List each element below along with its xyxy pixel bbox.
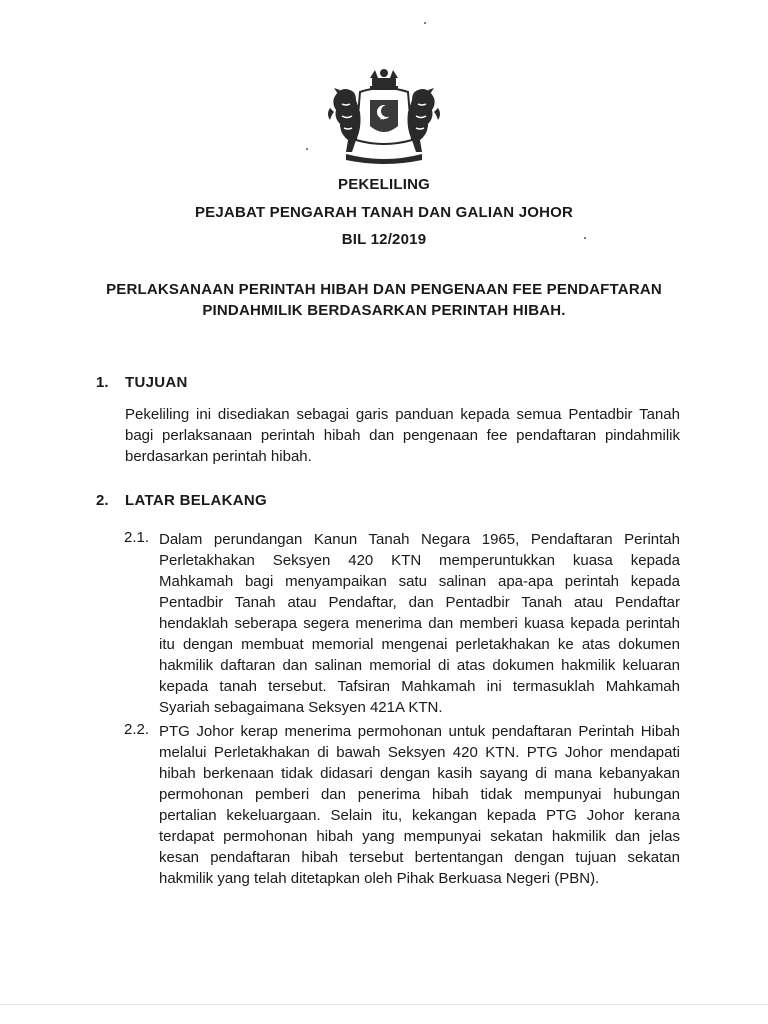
paragraph-line: pertalian kekeluargaan. Selain itu, kekangan kepada PTG Johor kerana (159, 807, 680, 824)
paragraph-line: melalui Perletakhakan di bawah Seksyen 420 KTN. PTG Johor mendapati (159, 744, 680, 761)
subsection-2-2-number: 2.2. (124, 721, 150, 738)
paragraph-line: hakmilik yang telah ditetapkan oleh Pihak Berkuasa Negeri (PBN). (159, 870, 600, 887)
paragraph-line: terdapat permohonan hibah yang mempunyai sekatan hakmilik dan jelas (159, 828, 680, 845)
paragraph-line: Perletakhakan Seksyen 420 KTN memperuntukkan kuasa kepada (159, 552, 680, 569)
paragraph-line: itu dengan membuat memorial mengenai perletakhakan ke atas dokumen (159, 636, 680, 653)
subsection-2-2-paragraph (159, 721, 680, 889)
paragraph-line: Pentadbir Tanah atau Pendaftar, dan Pentadbir Tanah atau Pendaftar (159, 594, 680, 611)
office-name: PEJABAT PENGARAH TANAH DAN GALIAN JOHOR (194, 204, 574, 221)
circular-label: PEKELILING (337, 176, 430, 193)
subject-line-2: PINDAHMILIK BERDASARKAN PERINTAH HIBAH. (202, 302, 566, 319)
subject-line-1: PERLAKSANAAN PERINTAH HIBAH DAN PENGENAAN FEE PENDAFTARAN (106, 281, 662, 298)
paragraph-line: hibah berkenaan tidak didasari dengan kasih sayang di mana kebanyakan (159, 765, 680, 782)
subsection-2-1-paragraph (159, 529, 680, 718)
section-1-paragraph (125, 404, 680, 467)
circular-number: BIL 12/2019 (341, 231, 427, 248)
paragraph-line: permohonan pemberi dan penerima hibah tidak mempunyai hubungan (159, 786, 680, 803)
paragraph-line: Mahkamah bagi menyampaikan satu salinan apa-apa perintah kepada (159, 573, 680, 590)
section-2-title: LATAR BELAKANG (125, 492, 267, 509)
paragraph-line: PTG Johor kerap menerima permohonan untuk pendaftaran Perintah Hibah (159, 723, 680, 740)
paragraph-line: kepada tanah tersebut. Tafsiran Mahkamah ini termasuklah Mahkamah (159, 678, 680, 695)
paragraph-line: bagi perlaksanaan perintah hibah dan pengenaan fee pendaftaran pindahmilik (125, 427, 680, 444)
paragraph-line: kesan pendaftaran hibah tersebut bertentangan dengan tujuan sekatan (159, 849, 680, 866)
paragraph-line: berdasarkan perintah hibah. (125, 448, 312, 465)
speck (306, 148, 308, 150)
paragraph-line: Syariah sebagaimana Seksyen 421A KTN. (159, 699, 443, 716)
section-1-number: 1. (96, 374, 109, 391)
scan-edge-line (0, 1004, 768, 1005)
speck (424, 22, 426, 24)
paragraph-line: Pekeliling ini disediakan sebagai garis panduan kepada semua Pentadbir Tanah (125, 406, 680, 423)
paragraph-line: hendaklah seberapa segera menerima dan memberi kuasa kepada perintah (159, 615, 680, 632)
paragraph-line: Dalam perundangan Kanun Tanah Negara 1965, Pendaftaran Perintah (159, 531, 680, 548)
section-1-title: TUJUAN (125, 374, 188, 391)
section-2-number: 2. (96, 492, 109, 509)
johor-crest-icon (326, 68, 442, 168)
subsection-2-1-number: 2.1. (124, 529, 150, 546)
paragraph-line: hakmilik daftaran dan salinan memorial di atas dokumen hakmilik keluaran (159, 657, 680, 674)
